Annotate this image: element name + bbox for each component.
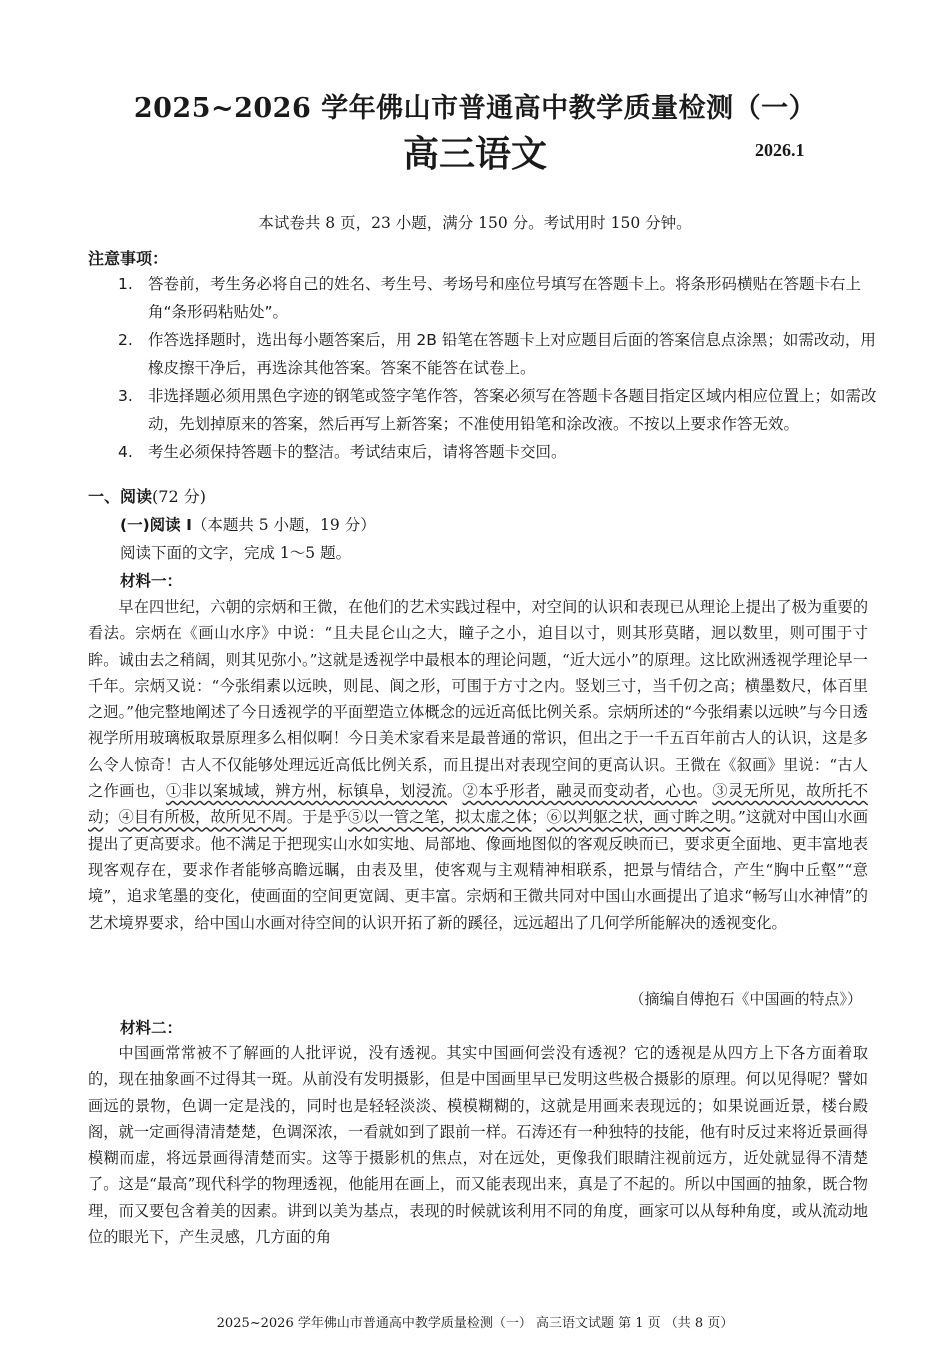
material-1-text: 早在四世纪，六朝的宗炳和王微，在他们的艺术实践过程中，对空间的认识和表现已从理论上提出了极为重要的看法。宗炳在《画山水序》中说：“且夫昆仑山之大，瞳子之小，迫目以寸，则其形莫睹，迥以数里，则可围于寸眸。诚由去之稍阔，则其见弥小。”这就是透视学中最根本的理论问题，“近大远小”的原理。这比欧洲透视学理论早一千年。宗炳又说：“今张绢素以远映，则昆、阆之形，可围于方寸之内。竖划三寸，当千仞之高；横墨数尺，体百里之迥。”他完整地阐述了今日透视学的平面塑造立体概念的远近高低比例关系。宗炳所述的“今张绢素以远映”与今日透视学所用玻璃板取景原理多么相似啊！今日美术家看来是最普通的常识，但出之于一千五百年前古人的认识，这是多么令人惊奇！古人不仅能够处理远近高低比例关系，而且提出对表现空间的更高认识。王微在《叙画》里说：“古人之作画也，①非以案城域，辨方州，标镇阜，划浸流。②本乎形者，融灵而变动者，心也。③灵无所见，故所托不动；④目有所极，故所见不周。于是乎⑤以一管之笔，拟太虚之体；⑥以判躯之状，画寸眸之明。”这就对中国山水画提出了更高要求。他不满足于把现实山水如实地、局部地、像画地图似的客观反映而已，要求更全面地、更丰富地表现客观存在，要求作者能够高瞻远瞩，由表及里，使客观与主观精神相联系，把景与情结合，产生“胸中丘壑”“意境”，追求笔墨的变化，使画面的空间更宽阔、更丰富。宗炳和王微共同对中国山水画提出了追求“畅写山水神情”的艺术境界要求，给中国山水画对待空间的认识开拓了新的蹊径，远远超出了几何学所能解决的透视变化。 <box>88 598 869 932</box>
note-number: 4. <box>118 443 133 461</box>
underlined-phrase-3: ③灵无所见，故所托不动 <box>88 782 869 827</box>
exam-title: 2025~2026 学年佛山市普通高中教学质量检测（一） <box>133 93 817 124</box>
material-1-mid: 。于是乎 <box>286 808 348 827</box>
section-title: 一、阅读 <box>88 487 153 506</box>
note-item <box>118 270 878 326</box>
subsection-detail: （本题共 5 小题，19 分） <box>191 516 376 534</box>
material-1-source: （摘编自傅抱石《中国画的特点》） <box>629 990 862 1008</box>
material-2-text: 中国画常常被不了解画的人批评说，没有透视。其实中国画何尝没有透视？它的透视是从四方上下各方面着取的，现在抽象画不过得其一斑。从前没有发明摄影，但是中国画里早已发明这些极合摄影的原理。何以见得呢？譬如画远的景物，色调一定是浅的，同时也是轻轻淡淡、模模糊糊的，这就是用画来表现远的；如果说画近景，楼台殿阁，就一定画得清清楚楚，色调深浓，一看就如到了跟前一样。石涛还有一种独特的技能，他有时反过来将近景画得模糊而虚，将远景画得清楚而实。这等于摄影机的焦点，对在远处，更像我们眼睛注视前远方，近处就显得不清楚了。这是“最高”现代科学的物理透视，他能用在画上，而又能表现出来，真是了不起的。所以中国画的抽象，既合物理，而又要包含着美的因素。讲到以美为基点，表现的时候就该利用不同的角度，画家可以从每种角度，或从流动地位的眼光下，产生灵感，几方面的角 <box>88 1044 868 1247</box>
material-2-label: 材料二： <box>120 1019 183 1037</box>
notes-heading: 注意事项： <box>88 249 169 268</box>
note-item <box>118 382 878 438</box>
note-number: 2. <box>118 331 133 349</box>
note-number: 1. <box>118 275 133 293</box>
section-heading <box>88 484 206 507</box>
exam-intro: 本试卷共 8 页，23 小题，满分 150 分。考试用时 150 分钟。 <box>258 214 692 232</box>
notes-list <box>118 270 878 466</box>
underlined-phrase-4: ④目有所极，故所见不周 <box>118 808 287 827</box>
underlined-phrase-2: ②本乎形者，融灵而变动者，心也 <box>462 782 697 801</box>
section-score: (72 分) <box>152 487 206 506</box>
note-text: 作答选择题时，选出每小题答案后，用 2B 铅笔在答题卡上对应题目后面的答案信息点涂黑；如需改动，用橡皮擦干净后，再选涂其他答案。答案不能答在试卷上。 <box>148 331 876 377</box>
subsection-title: (一)阅读 I <box>120 516 192 534</box>
note-item <box>118 326 878 382</box>
reading-instruction: 阅读下面的文字，完成 1～5 题。 <box>120 544 352 562</box>
note-text: 考生必须保持答题卡的整洁。考试结束后，请将答题卡交回。 <box>148 443 567 461</box>
underlined-phrase-1: ①非以案城域，辨方州，标镇阜，划浸流 <box>166 782 447 801</box>
note-text: 答卷前，考生务必将自己的姓名、考生号、考场号和座位号填写在答题卡上。将条形码横贴在答题卡右上角“条形码粘贴处”。 <box>148 275 862 321</box>
note-number: 3. <box>118 387 133 405</box>
note-text: 非选择题必须用黑色字迹的钢笔或签字笔作答，答案必须写在答题卡各题目指定区域内相应位置上；如需改动，先划掉原来的答案，然后再写上新答案；不准使用铅笔和涂改液。不按以上要求作答无效。 <box>148 387 877 433</box>
material-1-part-b: 。”这就对中国山水画提出了更高要求。他不满足于把现实山水如实地、局部地、像画地图似的客观反映而已，要求更全面地、更丰富地表现客观存在，要求作者能够高瞻远瞩，由表及里，使客观与主观精神相联系，把景与情结合，产生“胸中丘壑”“意境”，追求笔墨的变化，使画面的空间更宽阔、更丰富。宗炳和王微共同对中国山水画提出了追求“畅写山水神情”的艺术境界要求，给中国山水画对待空间的认识开拓了新的蹊径，远远超出了几何学所能解决的透视变化。 <box>88 808 869 932</box>
material-1-label: 材料一： <box>120 572 183 590</box>
note-item <box>118 438 878 466</box>
subsection-heading <box>120 513 376 535</box>
subject-title: 高三语文 <box>402 133 547 175</box>
underlined-phrase-5: ⑤以一管之笔，拟太虚之体 <box>347 808 532 827</box>
exam-date: 2026.1 <box>755 140 805 160</box>
underlined-phrase-6: ⑥以判躯之状，画寸眸之明 <box>546 808 731 827</box>
page-footer: 2025~2026 学年佛山市普通高中教学质量检测（一） 高三语文试题 第 1 页 （共 8 页） <box>216 1316 734 1331</box>
material-1-part-a: 早在四世纪，六朝的宗炳和王微，在他们的艺术实践过程中，对空间的认识和表现已从理论上提出了极为重要的看法。宗炳在《画山水序》中说：“且夫昆仑山之大，瞳子之小，迫目以寸，则其形莫睹，迥以数里，则可围于寸眸。诚由去之稍阔，则其见弥小。”这就是透视学中最根本的理论问题，“近大远小”的原理。这比欧洲透视学理论早一千年。宗炳又说：“今张绢素以远映，则昆、阆之形，可围于方寸之内。竖划三寸，当千仞之高；横墨数尺，体百里之迥。”他完整地阐述了今日透视学的平面塑造立体概念的远近高低比例关系。宗炳所述的“今张绢素以远映”与今日透视学所用玻璃板取景原理多么相似啊！今日美术家看来是最普通的常识，但出之于一千五百年前古人的认识，这是多么令人惊奇！古人不仅能够处理远近高低比例关系，而且提出对表现空间的更高认识。王微在《叙画》里说：“古人之作画也， <box>88 598 868 801</box>
